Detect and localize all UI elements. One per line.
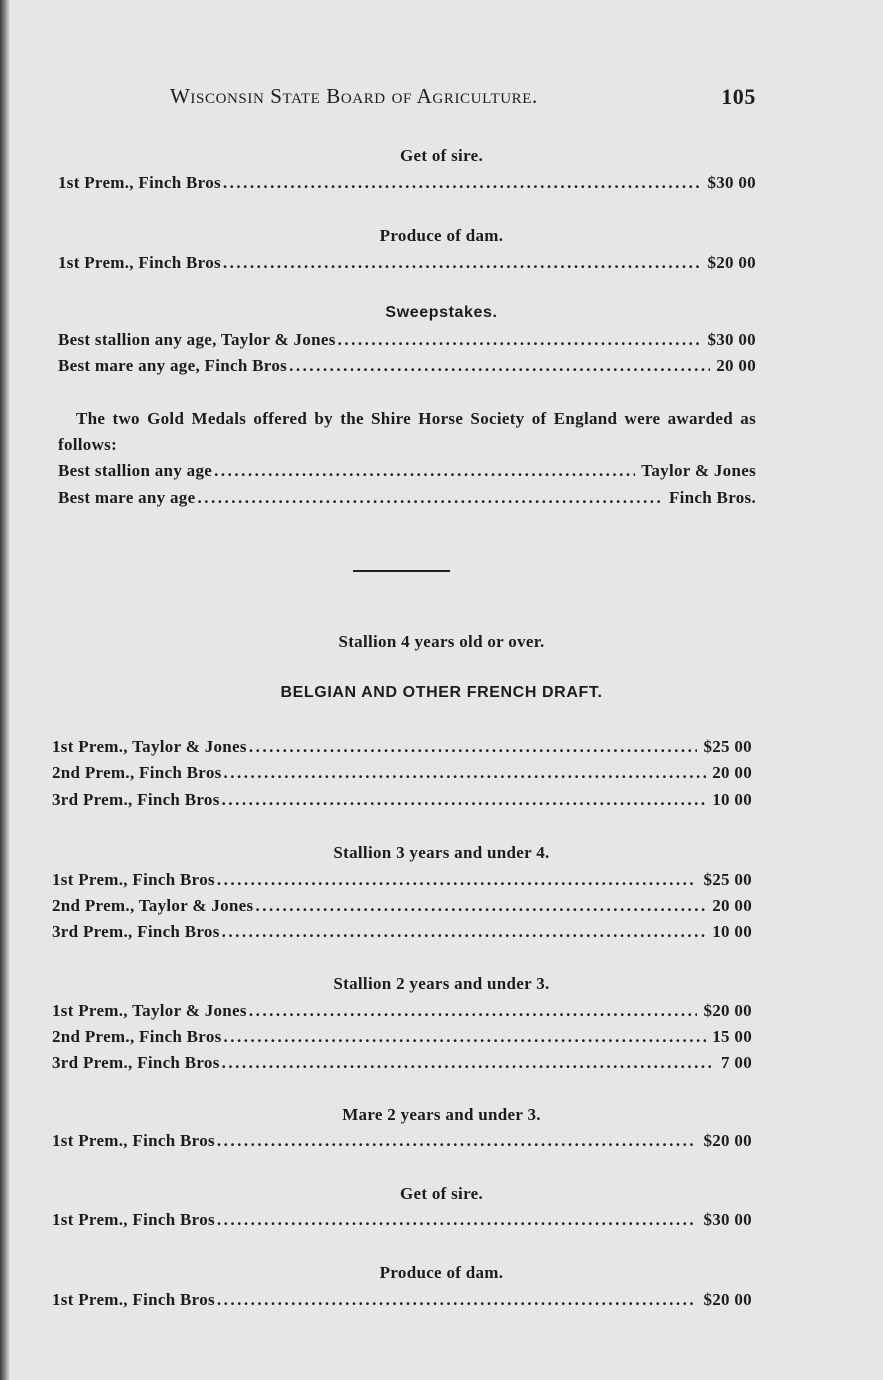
entry-winner: Taylor & Jones [641, 461, 756, 480]
award-row [58, 488, 756, 508]
entry-amount: $30 00 [707, 330, 756, 349]
dot-leader [214, 461, 635, 481]
section-heading-sweepstakes: Sweepstakes. [385, 304, 498, 321]
entry-amount: 10 00 [712, 790, 752, 809]
page-number: 105 [721, 84, 756, 109]
class-heading-mare-2: Mare 2 years and under 3. [342, 1105, 541, 1124]
entry-label: Best mare any age, Finch Bros [58, 356, 288, 375]
entry-label: Best stallion any age, Taylor & Jones [58, 330, 336, 349]
entry-label: 1st Prem., Finch Bros [52, 1131, 215, 1150]
premium-row [52, 922, 752, 942]
entry-label: 1st Prem., Finch Bros [52, 870, 215, 889]
entry-amount: $20 00 [703, 1001, 752, 1020]
dot-leader [255, 896, 706, 916]
entry-label: 3rd Prem., Finch Bros [52, 1053, 220, 1072]
entry-amount: 7 00 [721, 1053, 752, 1072]
premium-row [52, 763, 752, 783]
premium-row [52, 1131, 752, 1151]
entry-label: 1st Prem., Taylor & Jones [52, 737, 247, 756]
entry-amount: 20 00 [712, 896, 752, 915]
premium-row [58, 173, 756, 193]
dot-leader [217, 870, 698, 890]
premium-row [52, 1001, 752, 1021]
entry-amount: 10 00 [712, 922, 752, 941]
premium-row [52, 1210, 752, 1230]
entry-amount: 15 00 [712, 1027, 752, 1046]
premium-row [52, 1053, 752, 1073]
dot-leader [197, 488, 662, 508]
premium-row [52, 1027, 752, 1047]
entry-label: Best stallion any age [58, 461, 213, 480]
entry-amount: $25 00 [703, 737, 752, 756]
entry-label: 1st Prem., Finch Bros [58, 253, 221, 272]
entry-amount: 20 00 [712, 763, 752, 782]
dot-leader [224, 1027, 707, 1047]
entry-amount: $25 00 [703, 870, 752, 889]
class-heading-stallion-3: Stallion 3 years and under 4. [333, 843, 550, 862]
class-heading-stallion-2: Stallion 2 years and under 3. [333, 974, 550, 993]
gold-medals-paragraph: The two Gold Medals offered by the Shire Horse Society of England were awarded as follows: [58, 409, 756, 454]
dot-leader [224, 763, 707, 783]
dot-leader [223, 253, 702, 273]
dot-leader [222, 1053, 715, 1073]
entry-label: 1st Prem., Taylor & Jones [52, 1001, 247, 1020]
dot-leader [217, 1210, 698, 1230]
dot-leader [249, 1001, 698, 1021]
entry-amount: $20 00 [703, 1131, 752, 1150]
entry-amount: $20 00 [707, 253, 756, 272]
entry-label: 3rd Prem., Finch Bros [52, 790, 220, 809]
dot-leader [222, 922, 707, 942]
entry-label: 1st Prem., Finch Bros [52, 1210, 215, 1229]
section-heading-produce-of-dam: Produce of dam. [379, 226, 504, 245]
dot-leader [338, 330, 702, 350]
class-heading-get-of-sire: Get of sire. [399, 1184, 484, 1203]
entry-label: 3rd Prem., Finch Bros [52, 922, 220, 941]
entry-label: 2nd Prem., Taylor & Jones [52, 896, 254, 915]
premium-row [58, 356, 756, 376]
class-heading-produce-of-dam: Produce of dam. [379, 1263, 504, 1282]
header-title: Wisconsin State Board of Agriculture. [170, 84, 538, 108]
entry-amount: $30 00 [707, 173, 756, 192]
entry-amount: $20 00 [703, 1290, 752, 1309]
premium-row [52, 1290, 752, 1310]
premium-row [52, 896, 752, 916]
dot-leader [223, 173, 702, 193]
class-heading-stallion-4: Stallion 4 years old or over. [338, 632, 545, 651]
breed-heading: BELGIAN AND OTHER FRENCH DRAFT. [280, 684, 603, 701]
dot-leader [249, 737, 698, 757]
premium-row [52, 790, 752, 810]
entry-label: 1st Prem., Finch Bros [58, 173, 221, 192]
dot-leader [217, 1131, 698, 1151]
premium-row [58, 253, 756, 273]
award-row [58, 461, 756, 481]
entry-label: Best mare any age [58, 488, 196, 507]
section-divider [353, 570, 450, 572]
dot-leader [217, 1290, 698, 1310]
premium-row [52, 870, 752, 890]
entry-winner: Finch Bros. [668, 488, 756, 507]
premium-row [58, 330, 756, 350]
dot-leader [222, 790, 707, 810]
entry-label: 2nd Prem., Finch Bros [52, 1027, 222, 1046]
entry-label: 1st Prem., Finch Bros [52, 1290, 215, 1309]
entry-amount: $30 00 [703, 1210, 752, 1229]
running-header [170, 84, 756, 112]
dot-leader [289, 356, 710, 376]
entry-amount: 20 00 [716, 356, 756, 375]
premium-row [52, 737, 752, 757]
section-heading-get-of-sire: Get of sire. [399, 146, 484, 165]
entry-label: 2nd Prem., Finch Bros [52, 763, 222, 782]
